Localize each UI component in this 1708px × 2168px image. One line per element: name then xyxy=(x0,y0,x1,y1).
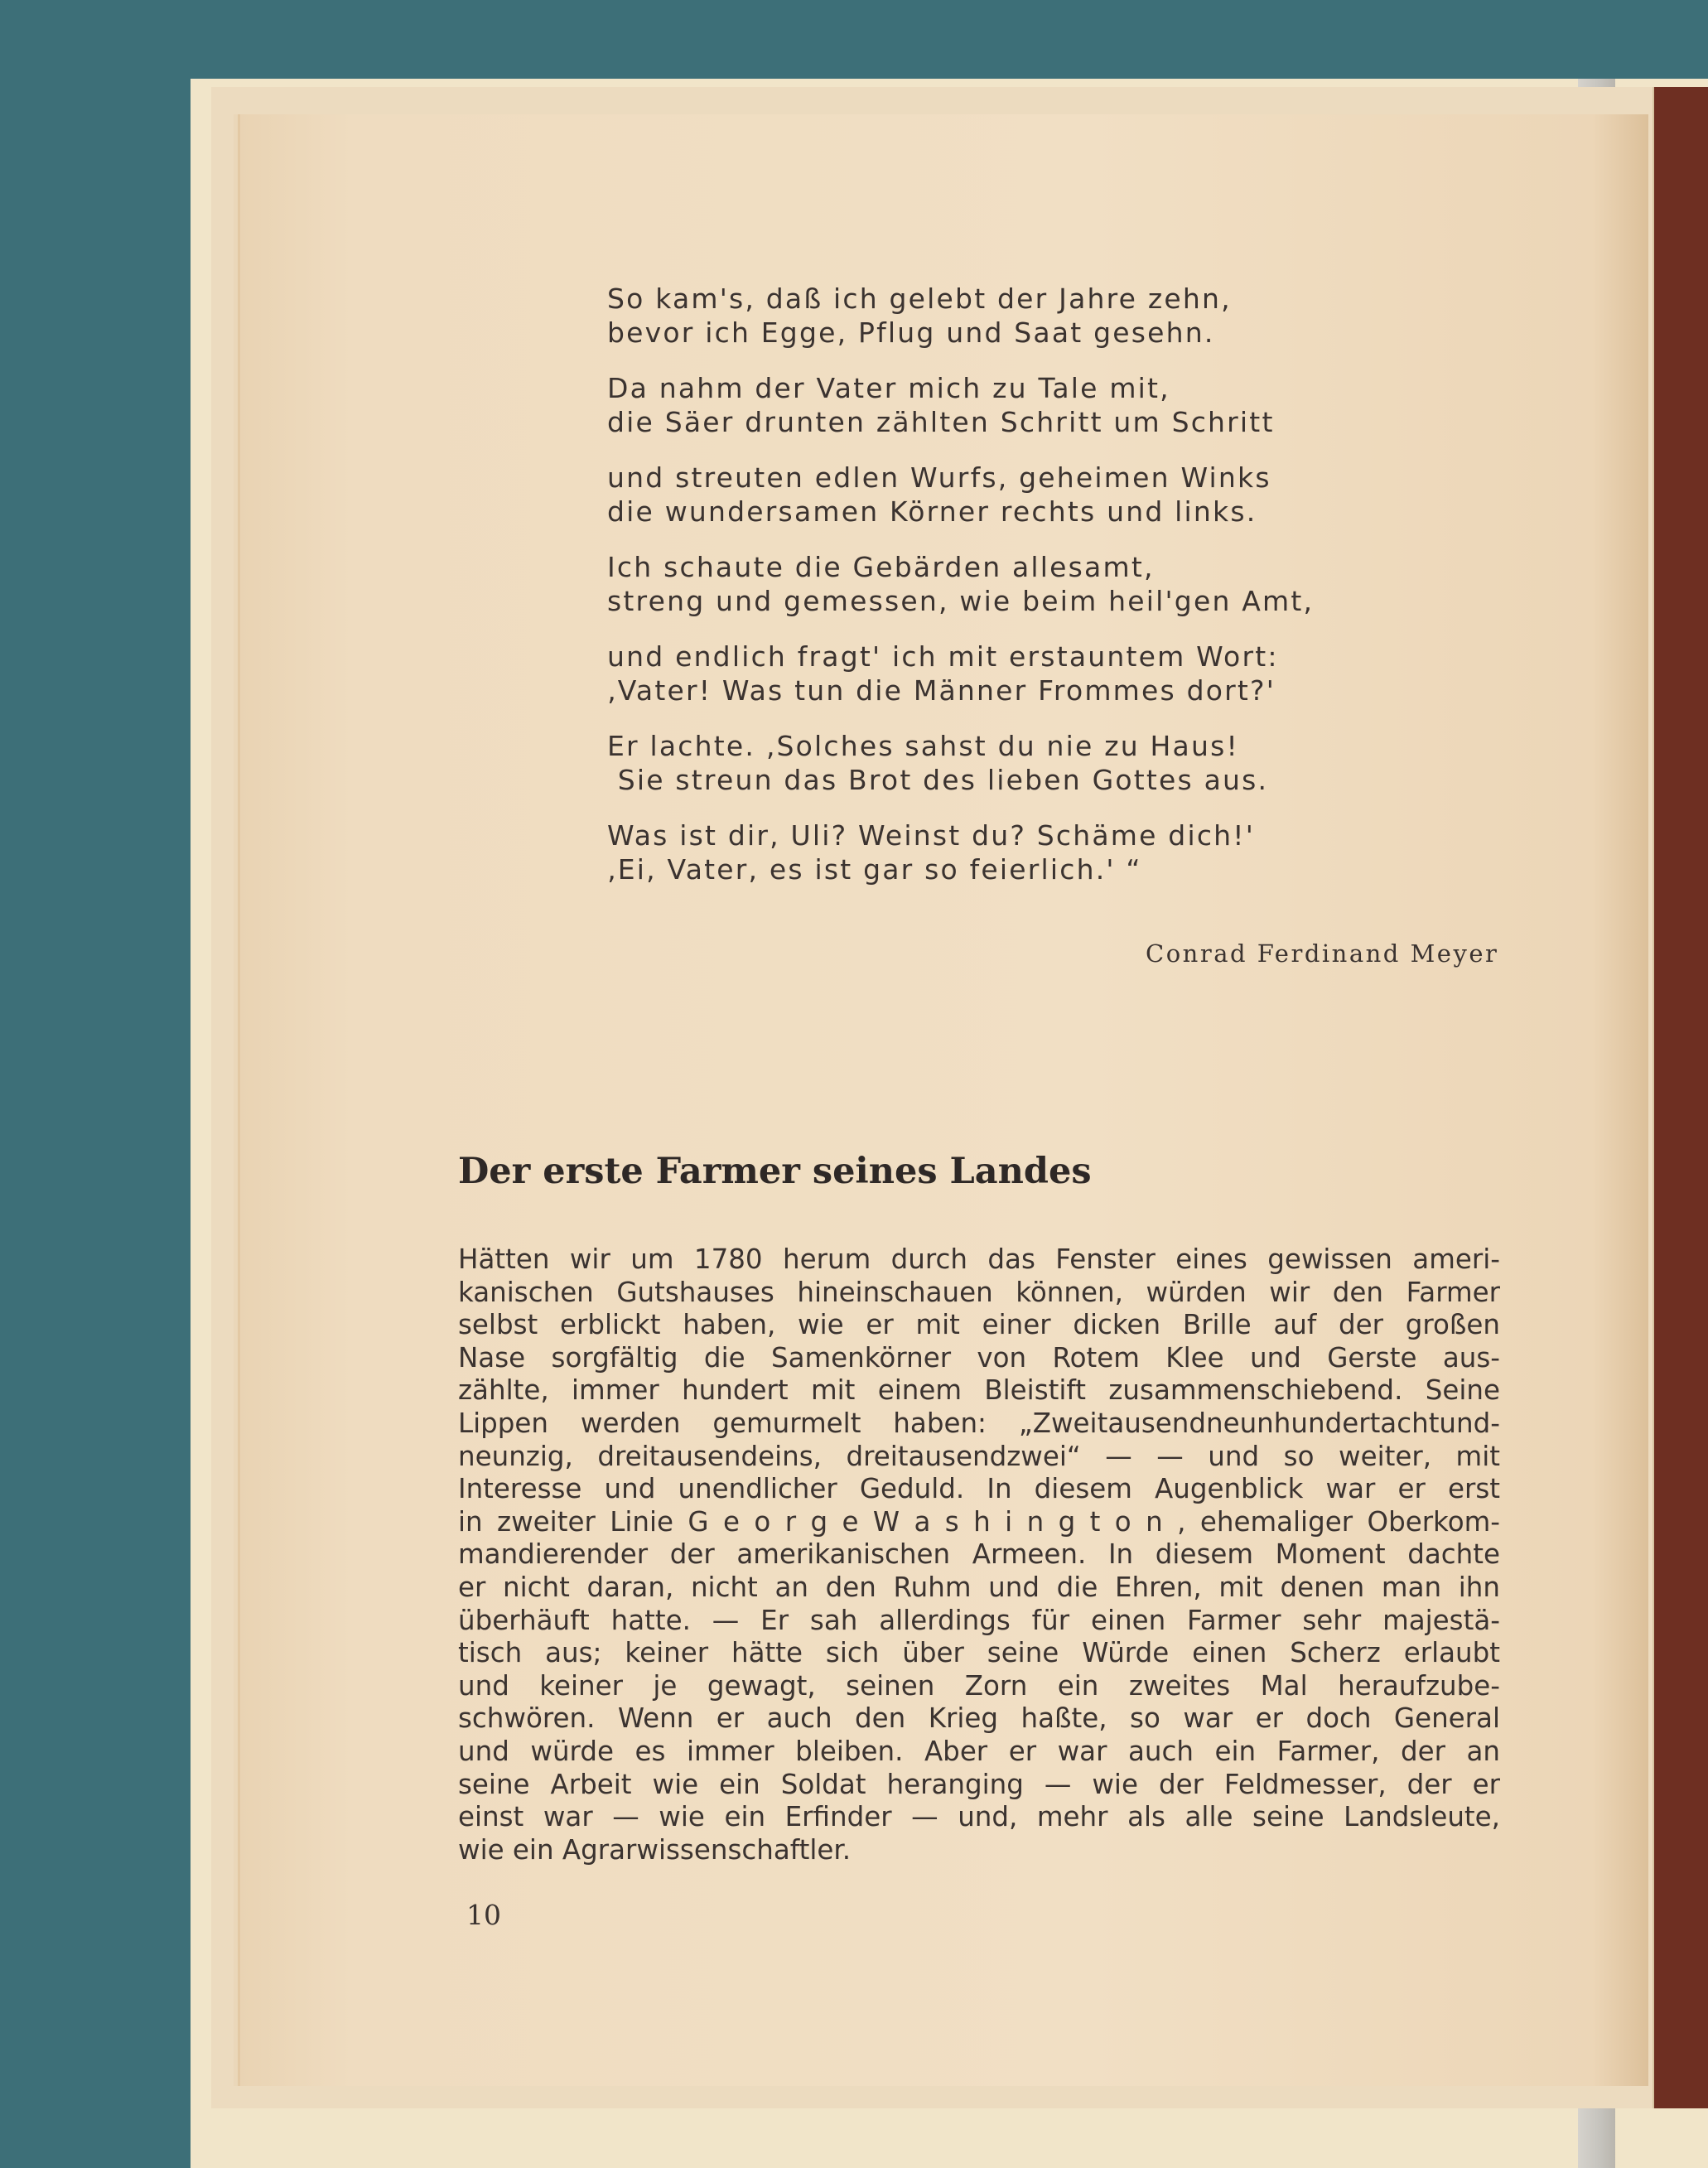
article-line: mandierender der amerikanischen Armeen. In diesem Moment dachte xyxy=(458,1538,1500,1571)
poem-line: Er lachte. ‚Solches sahst du nie zu Haus! xyxy=(607,730,1239,762)
poem-line: ‚Ei, Vater, es ist gar so feierlich.' “ xyxy=(607,853,1142,886)
article-line: er nicht daran, nicht an den Ruhm und die Ehren, mit denen man ihn xyxy=(458,1571,1500,1603)
article-line: und keiner je gewagt, seinen Zorn ein zweites Mal heraufzube- xyxy=(458,1669,1500,1702)
poem-stanza xyxy=(607,729,1314,797)
article-line: Interesse und unendlicher Geduld. In diesem Augenblick war er erst xyxy=(458,1473,1500,1505)
poem-line: ‚Vater! Was tun die Männer Frommes dort?' xyxy=(607,674,1276,707)
article-line: neunzig, dreitausendeins, dreitausendzwei“ — — und so weiter, mit xyxy=(458,1440,1500,1472)
poem xyxy=(607,282,1314,908)
poem-line: Was ist dir, Uli? Weinst du? Schäme dich!' xyxy=(607,819,1255,852)
poem-line: Sie streun das Brot des lieben Gottes aus. xyxy=(607,764,1269,796)
article-line: einst war — wie ein Erfinder — und, mehr als alle seine Landsleute, xyxy=(458,1801,1500,1833)
article-line: und würde es immer bleiben. Aber er war auch ein Farmer, der an xyxy=(458,1735,1500,1767)
article-line: Hätten wir um 1780 herum durch das Fenster eines gewissen ameri- xyxy=(458,1243,1500,1275)
poem-stanza xyxy=(607,640,1314,707)
poem-line: streng und gemessen, wie beim heil'gen Amt, xyxy=(607,585,1315,617)
poem-line: die Säer drunten zählten Schritt um Schritt xyxy=(607,406,1275,438)
page-number: 10 xyxy=(466,1899,501,1931)
article-line: tisch aus; keiner hätte sich über seine Würde einen Scherz erlaubt xyxy=(458,1637,1500,1669)
article-line: zählte, immer hundert mit einem Bleistift zusammenschiebend. Seine xyxy=(458,1374,1500,1407)
poem-line: Ich schaute die Gebärden allesamt, xyxy=(607,551,1155,583)
article-title: Der erste Farmer seines Landes xyxy=(458,1151,1092,1192)
article-line: kanischen Gutshauses hineinschauen können, würden wir den Farmer xyxy=(458,1276,1500,1308)
poem-stanza xyxy=(607,282,1314,350)
poem-author: Conrad Ferdinand Meyer xyxy=(1146,939,1499,968)
poem-stanza xyxy=(607,550,1314,618)
article-line: Nase sorgfältig die Samenkörner von Rotem Klee und Gerste aus- xyxy=(458,1341,1500,1374)
poem-line: Da nahm der Vater mich zu Tale mit, xyxy=(607,372,1170,404)
article-line: in zweiter Linie G e o r g e W a s h i n g t o n , ehemaliger Oberkom- xyxy=(458,1505,1500,1538)
poem-line: So kam's, daß ich gelebt der Jahre zehn, xyxy=(607,282,1232,315)
poem-line: und streuten edlen Wurfs, geheimen Winks xyxy=(607,461,1271,494)
article-body xyxy=(458,1243,1500,1866)
article-line: schwören. Wenn er auch den Krieg haßte, so war er doch General xyxy=(458,1702,1500,1735)
poem-line: bevor ich Egge, Pflug und Saat gesehn. xyxy=(607,316,1215,349)
poem-line: die wundersamen Körner rechts und links. xyxy=(607,495,1257,528)
article-line: Lippen werden gemurmelt haben: „Zweitausendneunhundertachtund- xyxy=(458,1407,1500,1439)
article-line: wie ein Agrarwissenschaftler. xyxy=(458,1833,852,1866)
poem-line: und endlich fragt' ich mit erstauntem Wort: xyxy=(607,640,1279,673)
article-line: selbst erblickt haben, wie er mit einer dicken Brille auf der großen xyxy=(458,1309,1500,1341)
poem-stanza xyxy=(607,461,1314,529)
article-line: seine Arbeit wie ein Soldat heranging — wie der Feldmesser, der er xyxy=(458,1768,1500,1800)
poem-stanza xyxy=(607,818,1314,886)
poem-stanza xyxy=(607,371,1314,439)
article-line: überhäuft hatte. — Er sah allerdings für einen Farmer sehr majestä- xyxy=(458,1604,1500,1636)
